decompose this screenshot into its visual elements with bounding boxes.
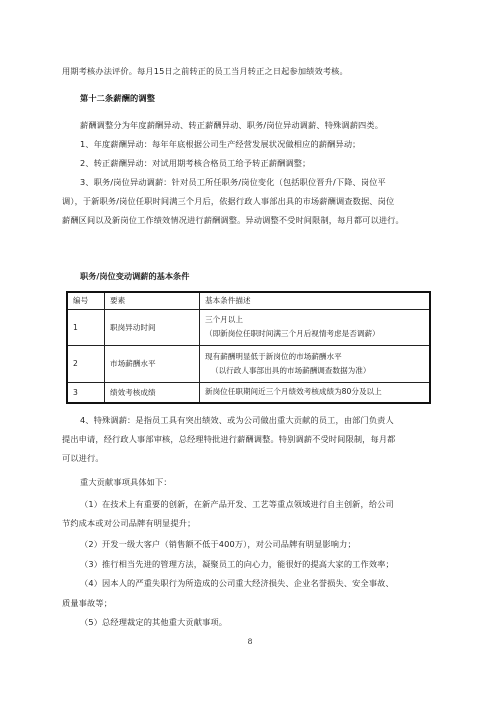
paragraph-special-2: 提出申请，经行政人事部审核，总经理特批进行薪酬调整。特别调薪不受时间限制，每月都 (62, 434, 396, 444)
cell-factor: 职岗异动时间 (105, 309, 200, 345)
paragraph-special-1: 4、特殊调薪：是指员工具有突出绩效、或为公司做出重大贡献的员工，由部门负责人 (80, 415, 394, 425)
paragraph-position-change-2: 调），于新职务/岗位任职时间满三个月后，依据行政人事部出具的市场薪酬调查数据、岗位 (62, 196, 395, 206)
desc-line: 现有薪酬明显低于新岗位的市场薪酬水平 (205, 351, 342, 361)
paragraph-adjust-types: 薪酬调整分为年度薪酬异动、转正薪酬异动、职务/岗位异动调薪、特殊调薪四类。 (80, 120, 384, 130)
cell-description (200, 309, 431, 345)
cell-description (200, 382, 431, 403)
cell-number: 3 (67, 382, 105, 403)
section-heading-salary-adjustment: 第十二条薪酬的调整 (80, 93, 156, 103)
table-row (67, 382, 430, 403)
cell-number: 2 (67, 345, 105, 382)
cell-factor: 绩效考核成绩 (105, 382, 200, 403)
conditions-table (66, 291, 431, 404)
cell-description (200, 345, 431, 382)
paragraph-contributions-intro: 重大贡献事项具体如下： (80, 477, 172, 487)
desc-line: 新岗位任职期间近三个月绩效考核成绩为80分及以上 (205, 387, 382, 397)
list-item-1a: （1）在技术上有重要的创新，在新产品开发、工艺等重点领域进行自主创新，给公司 (80, 499, 394, 509)
desc-note: （以行政人事部出具的市场薪酬调查数据为准） (211, 365, 371, 375)
paragraph-position-change-1: 3、职务/岗位异动调薪：针对员工所任职务/岗位变化（包括职位晋升/下降、岗位平 (80, 177, 386, 187)
cell-factor: 市场薪酬水平 (105, 345, 200, 382)
list-item-1b: 节约成本或对公司品牌有明显提升； (62, 518, 196, 528)
desc-note: （即新岗位任职时间满三个月后视情考虑是否调薪） (205, 329, 380, 338)
paragraph-regularization-change: 2、转正薪酬异动：对试用期考核合格员工给予转正薪酬调整； (80, 158, 311, 168)
desc-line: 三个月以上 (205, 315, 243, 324)
paragraph-probation-eval: 用期考核办法评价。每月15日之前转正的员工当月转正之日起参加绩效考核。 (62, 66, 348, 76)
paragraph-special-3: 可以进行。 (62, 453, 104, 463)
table-row (67, 345, 430, 382)
list-item-3: （3）推行相当先进的管理方法，凝聚员工的向心力，能很好的提高大家的工作效率； (80, 559, 394, 569)
table-title: 职务/岗位变动调薪的基本条件 (80, 271, 190, 281)
paragraph-annual-change: 1、年度薪酬异动：每年年底根据公司生产经营发展状况做相应的薪酬异动； (80, 139, 361, 149)
table-row (67, 309, 430, 345)
table-header-row (67, 292, 430, 309)
list-item-4a: （4）因本人的严重失职行为所造成的公司重大经济损失、企业名誉损失、安全事故、 (80, 578, 394, 588)
list-item-2: （2）开发一级大客户（销售额不低于400万），对公司品牌有明显影响力； (80, 539, 356, 549)
header-number: 编号 (67, 292, 105, 309)
list-item-4b: 质量事故等； (62, 598, 113, 608)
header-factor: 要素 (105, 292, 200, 309)
paragraph-position-change-3: 薪酬区间以及新岗位工作绩效情况进行薪酬调整。异动调整不受时间限制，每月都可以进行。 (62, 215, 404, 225)
page-number: 8 (247, 637, 253, 646)
header-description: 基本条件描述 (200, 292, 431, 309)
cell-number: 1 (67, 309, 105, 345)
list-item-5: （5）总经理裁定的其他重大贡献事项。 (80, 617, 228, 627)
